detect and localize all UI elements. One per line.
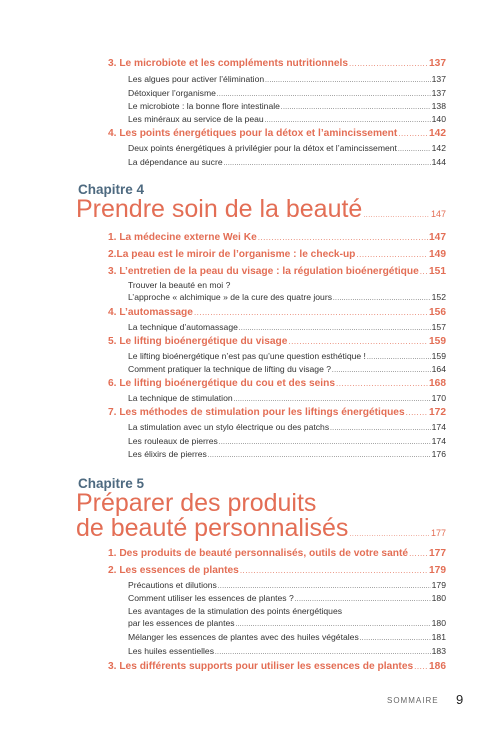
toc-item[interactable]: Les rouleaux de pierres ..... 174	[128, 436, 446, 446]
toc-section-entretien-peau[interactable]: 3. L’entretien de la peau du visage : la régulation bioénergétique ..... 151	[108, 266, 446, 277]
toc-section-points-energetiques[interactable]: 4. Les points énergétiques pour la détox et l’amincissement ..... 142	[108, 128, 446, 139]
toc-item[interactable]: L’approche « alchimique » de la cure des quatre jours ..... 152	[128, 292, 446, 302]
toc-item[interactable]: Les huiles essentielles ..... 183	[128, 646, 446, 656]
page-number: 9	[456, 692, 464, 707]
toc-item[interactable]: Détoxiquer l’organisme ..... 137	[128, 88, 446, 98]
toc-item[interactable]: Deux points énergétiques à privilégier pour la détox et l’amincissement ..... 142	[128, 143, 446, 153]
toc-item[interactable]: Mélanger les essences de plantes avec des huiles végétales ..... 181	[128, 632, 446, 642]
toc-section-medecine-externe[interactable]: 1. La médecine externe Wei Ke ..... 147	[108, 232, 446, 243]
chapter-4-label: Chapitre 4	[78, 182, 145, 197]
toc-section-supports[interactable]: 3. Les différents supports pour utiliser les essences de plantes ..... 186	[108, 661, 446, 672]
chapter-5-title-line2[interactable]: de beauté personnalisés ..... 177	[76, 514, 446, 543]
chapter-4-title[interactable]: Prendre soin de la beauté ..... 147	[76, 195, 446, 224]
toc-item[interactable]: Les minéraux au service de la peau ..... 140	[128, 114, 446, 124]
toc-section-microbiote[interactable]: 3. Le microbiote et les compléments nutritionnels ..... 137	[108, 58, 446, 69]
toc-item[interactable]: La stimulation avec un stylo électrique ou des patchs ..... 174	[128, 422, 446, 432]
toc-item[interactable]: La dépendance au sucre ..... 144	[128, 157, 446, 167]
chapter-5-title-line1[interactable]: Préparer des produits	[76, 489, 317, 517]
toc-item[interactable]: Précautions et dilutions ..... 179	[128, 580, 446, 590]
toc-section-essences-plantes[interactable]: 2. Les essences de plantes ..... 179	[108, 565, 446, 576]
toc-item-multiline-start[interactable]: Les avantages de la stimulation des points énergétiques	[128, 606, 343, 616]
toc-section-lifting-cou[interactable]: 6. Le lifting bioénergétique du cou et des seins ..... 168	[108, 378, 446, 389]
toc-item-multiline-start[interactable]: Trouver la beauté en moi ?	[128, 280, 231, 290]
footer-section-label: SOMMAIRE	[387, 696, 439, 705]
toc-item[interactable]: La technique de stimulation ..... 170	[128, 393, 446, 403]
toc-item[interactable]: Le microbiote : la bonne flore intestinale ..... 138	[128, 101, 446, 111]
toc-section-check-up[interactable]: 2.La peau est le miroir de l’organisme : le check-up ..... 149	[108, 249, 446, 260]
toc-item[interactable]: La technique d’automassage ..... 157	[128, 322, 446, 332]
toc-item[interactable]: Comment utiliser les essences de plantes ? ..... 180	[128, 593, 446, 603]
toc-section-produits-personnalises[interactable]: 1. Des produits de beauté personnalisés, outils de votre santé ..... 177	[108, 548, 446, 559]
toc-item[interactable]: Comment pratiquer la technique de lifting du visage ? ..... 164	[128, 364, 446, 374]
toc-section-methodes-stimulation[interactable]: 7. Les méthodes de stimulation pour les liftings énergétiques ..... 172	[108, 407, 446, 418]
toc-item[interactable]: Le lifting bioénergétique n’est pas qu’une question esthétique ! ..... 159	[128, 351, 446, 361]
chapter-5-label: Chapitre 5	[78, 476, 145, 491]
toc-item[interactable]: Les élixirs de pierres ..... 176	[128, 449, 446, 459]
toc-section-automassage[interactable]: 4. L’automassage ..... 156	[108, 307, 446, 318]
toc-item[interactable]: par les essences de plantes ..... 180	[128, 618, 446, 628]
toc-section-lifting-visage[interactable]: 5. Le lifting bioénergétique du visage ..... 159	[108, 336, 446, 347]
toc-item[interactable]: Les algues pour activer l’élimination ..... 137	[128, 74, 446, 84]
